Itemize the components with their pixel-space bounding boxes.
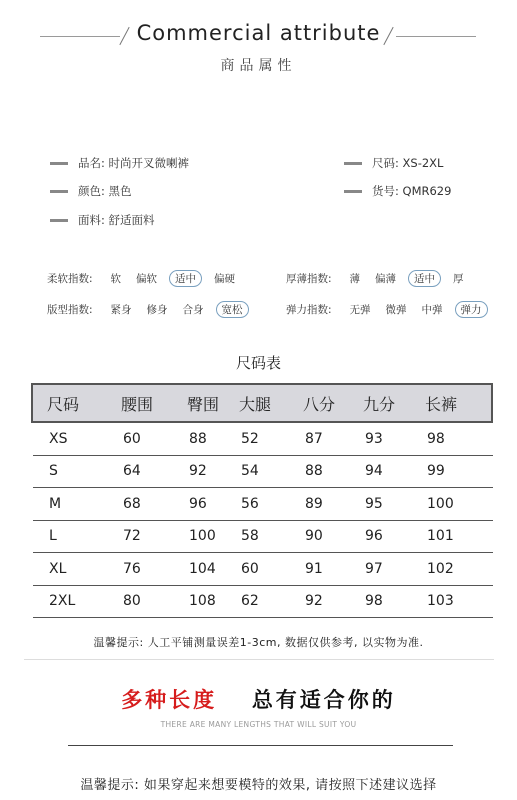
index-fit [47,301,249,318]
table-cell: 103 [427,593,454,610]
table-cell: 101 [427,528,454,545]
attr-fabric [50,212,155,228]
size-table-body [31,423,493,618]
table-cell: 92 [305,593,323,610]
table-row [33,423,493,456]
size-table-header-cell: 腰围 [121,394,154,414]
size-table-header-cell: 八分 [303,394,336,414]
table-cell: 76 [123,560,141,577]
index-thickness-label: 厚薄指数: [286,273,332,285]
dash-icon [50,219,68,222]
promo-black-text: 总有适合你的 [251,688,396,712]
table-cell: 102 [427,560,454,577]
table-cell: 56 [241,495,259,512]
index-thickness-option: 薄 [349,273,361,285]
table-cell: 60 [241,560,259,577]
table-cell: 89 [305,495,323,512]
table-cell: 100 [189,528,216,545]
table-cell: 96 [189,495,207,512]
attr-item-no-text: 货号: QMR629 [372,184,452,198]
attr-name-text: 品名: 时尚开叉微喇裤 [78,156,190,170]
table-cell: 91 [305,560,323,577]
promo-divider [68,745,453,746]
table-cell: 58 [241,528,259,545]
index-fit-label: 版型指数: [47,304,93,316]
table-cell: 87 [305,430,323,447]
header-line-right [396,36,476,37]
promo-red-text: 多种长度 [121,688,218,712]
dash-icon [344,162,362,165]
attr-size-text: 尺码: XS-2XL [372,156,444,170]
table-row [33,488,493,521]
attr-color-text: 颜色: 黑色 [78,184,132,198]
size-table [31,383,493,618]
measure-tip: 温馨提示: 人工平铺测量误差1-3cm, 数据仅供参考, 以实物为准. [93,636,424,649]
table-cell: S [49,463,58,480]
table-cell: 98 [365,593,383,610]
size-table-header-cell: 尺码 [47,394,80,414]
attr-fabric-text: 面料: 舒适面料 [78,213,155,227]
table-cell: 98 [427,430,445,447]
promo-english: THERE ARE MANY LENGTHS THAT WILL SUIT YOU [160,720,357,729]
index-softness-option: 偏硬 [214,273,236,285]
index-softness-option: 软 [110,273,122,285]
table-cell: 60 [123,430,141,447]
size-table-header-cell: 九分 [363,394,396,414]
table-row [33,553,493,586]
attr-item-no [344,183,451,199]
index-elasticity-option-selected: 弹力 [455,301,488,318]
page-subtitle: 商品属性 [220,58,297,74]
table-cell: 104 [189,560,216,577]
table-cell: 52 [241,430,259,447]
index-thickness-option: 厚 [453,273,464,285]
dash-icon [344,190,362,193]
size-table-header [31,383,493,423]
index-elasticity [286,301,488,318]
index-fit-option-selected: 宽松 [216,301,249,318]
attr-name [50,155,189,171]
table-cell: 93 [365,430,383,447]
index-fit-option: 修身 [146,304,168,316]
index-fit-option: 紧身 [110,304,132,316]
index-thickness [286,270,467,287]
table-cell: 88 [305,463,323,480]
table-cell: 95 [365,495,383,512]
index-softness-option-selected: 适中 [169,270,202,287]
table-cell: 62 [241,593,259,610]
attr-color [50,183,132,199]
table-cell: 88 [189,430,207,447]
dash-icon [50,190,68,193]
index-fit-option: 合身 [182,304,204,316]
index-softness-option: 偏软 [136,273,158,285]
table-cell: 100 [427,495,454,512]
table-cell: 94 [365,463,383,480]
model-tip: 温馨提示: 如果穿起来想要模特的效果, 请按照下述建议选择 [80,778,437,793]
size-table-title: 尺码表 [235,354,281,372]
table-cell: 72 [123,528,141,545]
dash-icon [50,162,68,165]
table-cell: 68 [123,495,141,512]
table-cell: 80 [123,593,141,610]
size-table-header-cell: 长裤 [425,394,458,414]
attr-size [344,155,443,171]
table-cell: 90 [305,528,323,545]
table-cell: M [49,495,62,512]
table-cell: 99 [427,463,445,480]
table-cell: XS [49,430,68,447]
table-cell: 96 [365,528,383,545]
table-cell: 92 [189,463,207,480]
index-thickness-option: 偏薄 [375,273,397,285]
page-title: Commercial attribute [136,21,381,45]
table-row [33,521,493,554]
table-cell: 2XL [49,593,76,610]
divider [24,659,494,660]
table-cell: XL [49,560,67,577]
table-row [33,456,493,489]
index-elasticity-option: 微弹 [385,304,407,316]
table-cell: 64 [123,463,141,480]
promo-headline [0,684,517,714]
index-elasticity-label: 弹力指数: [286,304,332,316]
index-elasticity-option: 中弹 [421,304,443,316]
table-cell: 97 [365,560,383,577]
table-cell: L [49,528,57,545]
table-cell: 108 [189,593,216,610]
index-softness [47,270,238,287]
size-table-header-cell: 臀围 [187,394,220,414]
size-table-header-cell: 大腿 [239,394,272,414]
table-cell: 54 [241,463,259,480]
index-softness-label: 柔软指数: [47,273,93,285]
index-elasticity-option: 无弹 [349,304,371,316]
table-row [33,586,493,619]
index-thickness-option-selected: 适中 [408,270,441,287]
